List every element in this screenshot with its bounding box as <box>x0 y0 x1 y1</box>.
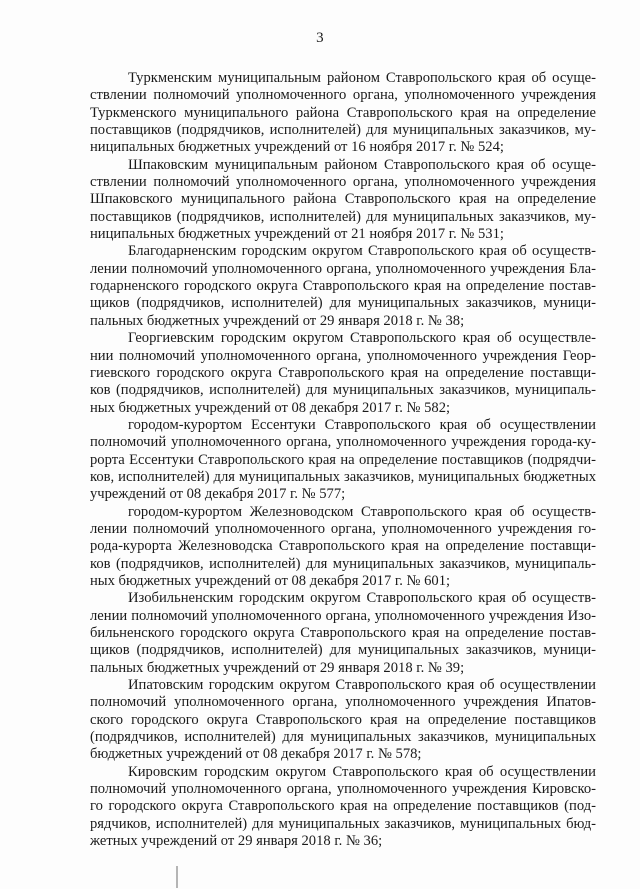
text-line: (подрядчиков, исполнителей) для муниципальных заказчиков, муниципальных <box>90 729 596 746</box>
text-line: лении полномочий уполномоченного органа, уполномоченного учреждения Бла- <box>90 260 596 277</box>
text-line: Шпаковским муниципальным районом Ставропольского края об осуще- <box>128 156 596 173</box>
text-line: ных бюджетных учреждений от 08 декабря 2017 г. № 601; <box>90 572 451 589</box>
text-line: ных бюджетных учреждений от 08 декабря 2017 г. № 582; <box>90 399 451 416</box>
text-line: ствлении полномочий уполномоченного органа, уполномоченного учреждения <box>90 87 596 104</box>
text-line: полномочий уполномоченного органа, уполномоченного учреждения Ипатов- <box>90 694 596 711</box>
paragraph <box>90 157 596 244</box>
paragraph <box>90 590 596 677</box>
text-line: го городского округа Ставропольского края на определение поставщиков (под- <box>90 798 596 815</box>
text-line: рядчиков, исполнителей) для муниципальных заказчиков, муниципальных бюд- <box>90 815 596 832</box>
text-line: рорта Ессентуки Ставропольского края на определение поставщиков (подрядчи- <box>90 451 596 468</box>
paragraph <box>90 677 596 764</box>
paragraph <box>90 243 596 330</box>
text-line: пальных бюджетных учреждений от 29 января 2018 г. № 38; <box>90 312 465 329</box>
text-line: ского городского округа Ставропольского края на определение поставщиков <box>90 711 596 728</box>
text-line: Туркменского муниципального района Ставропольского края на определение <box>90 104 596 121</box>
text-line: щиков (подрядчиков, исполнителей) для муниципальных заказчиков, муници- <box>90 295 596 312</box>
paragraph <box>90 504 596 591</box>
paragraph <box>90 764 596 851</box>
text-line: лении полномочий уполномоченного органа, уполномоченного учреждения го- <box>90 520 596 537</box>
text-line: Изобильненским городским округом Ставропольского края об осуществ- <box>128 590 596 607</box>
text-line: Туркменским муниципальным районом Ставропольского края об осуще- <box>128 70 596 86</box>
text-line: ков (подрядчиков, исполнителей) для муниципальных заказчиков, муниципаль- <box>90 555 596 572</box>
text-line: бюджетных учреждений от 08 декабря 2017 г. № 578; <box>90 746 422 763</box>
text-line: поставщиков (подрядчиков, исполнителей) для муниципальных заказчиков, му- <box>90 208 596 225</box>
text-line: ствлении полномочий уполномоченного органа, уполномоченного учреждения <box>90 174 596 191</box>
text-line: ниципальных бюджетных учреждений от 16 ноября 2017 г. № 524; <box>90 139 504 156</box>
paragraph <box>90 330 596 417</box>
text-line: Ипатовским городским округом Ставропольского края об осуществлении <box>128 677 596 694</box>
text-line: бильненского городского округа Ставропольского края на определение постав- <box>90 625 596 641</box>
text-line: рода-курорта Железноводска Ставропольского края на определение поставщи- <box>90 538 596 555</box>
text-line: ков (подрядчиков, исполнителей) для муниципальных заказчиков, муниципаль- <box>90 382 596 399</box>
text-line: ниципальных бюджетных учреждений от 21 ноября 2017 г. № 531; <box>90 226 504 243</box>
text-line: пальных бюджетных учреждений от 29 января 2018 г. № 39; <box>90 659 465 676</box>
text-line: учреждений от 08 декабря 2017 г. № 577; <box>90 486 346 503</box>
text-line: Кировским городским округом Ставропольского края об осуществлении <box>128 763 596 780</box>
text-line: ков, исполнителей) для муниципальных заказчиков, муниципальных бюджетных <box>90 468 596 485</box>
text-line: городом-курортом Ессентуки Ставропольского края об осуществлении <box>128 416 596 433</box>
page-number: 3 <box>316 30 324 46</box>
text-line: нии полномочий уполномоченного органа, уполномоченного учреждения Геор- <box>90 347 596 364</box>
text-line: жетных учреждений от 29 января 2018 г. № 36; <box>90 833 383 850</box>
text-line: Георгиевским городским округом Ставропольского края об осуществле- <box>128 330 596 347</box>
text-line: гиевского городского округа Ставропольского края на определение поставщи- <box>90 364 596 381</box>
text-line: городом-курортом Железноводском Ставропольского края об осуществ- <box>128 503 596 520</box>
text-line: годарненского городского округа Ставропольского края на определение постав- <box>90 278 596 295</box>
document-body <box>90 70 596 850</box>
text-line: лении полномочий уполномоченного органа, уполномоченного учреждения Изо- <box>90 607 596 624</box>
text-line: полномочий уполномоченного органа, уполномоченного учреждения Кировско- <box>90 781 596 798</box>
text-line: Благодарненским городским округом Ставропольского края об осуществ- <box>128 243 596 260</box>
text-line: щиков (подрядчиков, исполнителей) для муниципальных заказчиков, муници- <box>90 642 596 659</box>
paragraph <box>90 417 596 504</box>
paragraph <box>90 70 596 157</box>
text-line: поставщиков (подрядчиков, исполнителей) для муниципальных заказчиков, му- <box>90 122 596 139</box>
text-line: Шпаковского муниципального района Ставропольского края на определение <box>90 191 596 208</box>
scan-artifact-mark <box>176 866 178 888</box>
text-line: полномочий уполномоченного органа, уполномоченного учреждения города-ку- <box>90 434 596 451</box>
